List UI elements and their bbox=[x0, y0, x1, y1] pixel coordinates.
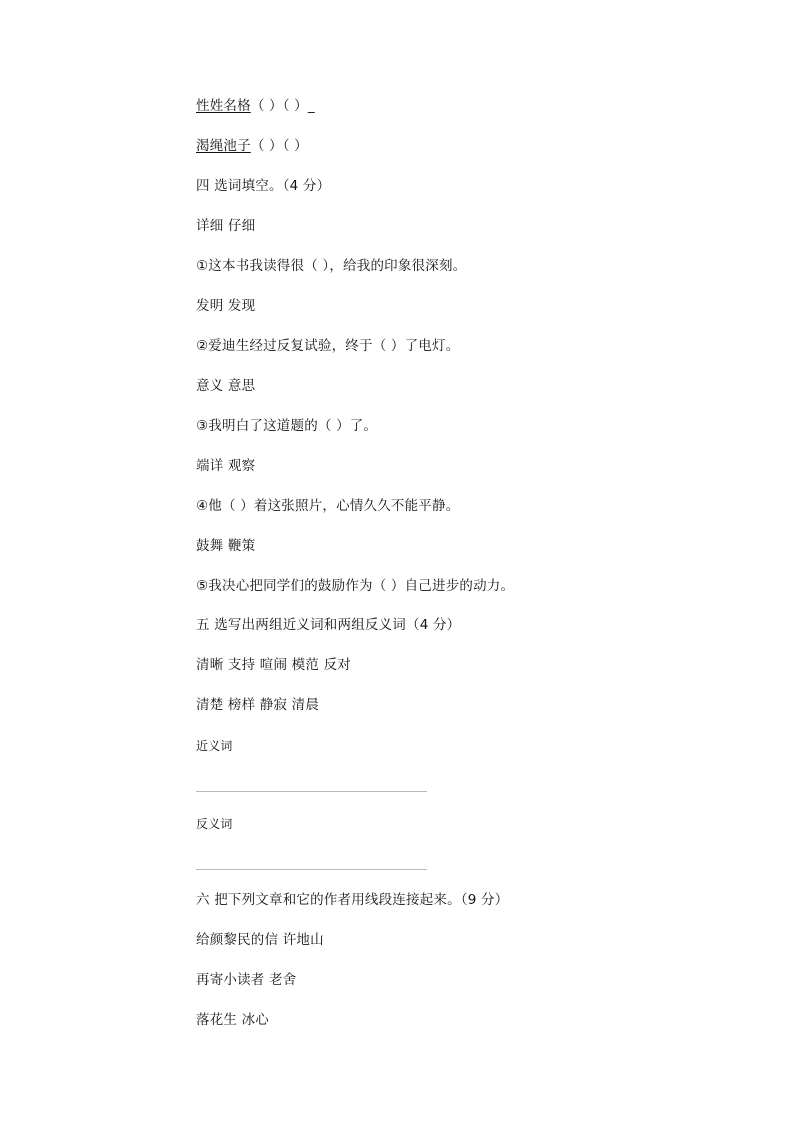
sentence-3: ③我明白了这道题的（ ）了。 bbox=[196, 418, 378, 434]
match-pair-3: 落花生 冰心 bbox=[196, 1012, 269, 1028]
word-choice-1: 详细 仔细 bbox=[196, 218, 256, 234]
word-choice-4: 端详 观察 bbox=[196, 458, 256, 474]
synonym-answer-line bbox=[196, 791, 427, 792]
sentence-4: ④他（ ）着这张照片，心情久久不能平静。 bbox=[196, 498, 460, 514]
sentence-2: ②爱迪生经过反复试验，终于（ ）了电灯。 bbox=[196, 338, 460, 354]
word-choice-3: 意义 意思 bbox=[196, 378, 256, 394]
word-list-2: 清楚 榜样 静寂 清晨 bbox=[196, 697, 320, 713]
fill-in-line-1 bbox=[196, 97, 315, 115]
section-4-title: 四 选词填空。（4 分） bbox=[196, 178, 331, 194]
antonym-label: 反义词 bbox=[196, 817, 233, 831]
synonym-label: 近义词 bbox=[196, 739, 233, 753]
fill-in-line-2 bbox=[196, 137, 308, 155]
answer-blanks: （ ）（ ）_ bbox=[250, 98, 315, 114]
word-choice-5: 鼓舞 鞭策 bbox=[196, 538, 256, 554]
word-choice-2: 发明 发现 bbox=[196, 298, 256, 314]
underlined-word: 性姓名格 bbox=[196, 98, 251, 114]
answer-blanks: （ ）（ ） bbox=[250, 138, 308, 154]
section-6-title: 六 把下列文章和它的作者用线段连接起来。（9 分） bbox=[196, 892, 509, 908]
match-pair-2: 再寄小读者 老舍 bbox=[196, 972, 297, 988]
match-pair-1: 给颜黎民的信 许地山 bbox=[196, 932, 324, 948]
underlined-word: 渴绳池子 bbox=[196, 138, 251, 154]
antonym-answer-line bbox=[196, 869, 427, 870]
section-5-title: 五 选写出两组近义词和两组反义词（4 分） bbox=[196, 617, 461, 633]
word-list-1: 清晰 支持 喧闹 模范 反对 bbox=[196, 657, 351, 673]
sentence-1: ①这本书我读得很（ ），给我的印象很深刻。 bbox=[196, 258, 467, 274]
sentence-5: ⑤我决心把同学们的鼓励作为（ ）自己进步的动力。 bbox=[196, 578, 515, 594]
